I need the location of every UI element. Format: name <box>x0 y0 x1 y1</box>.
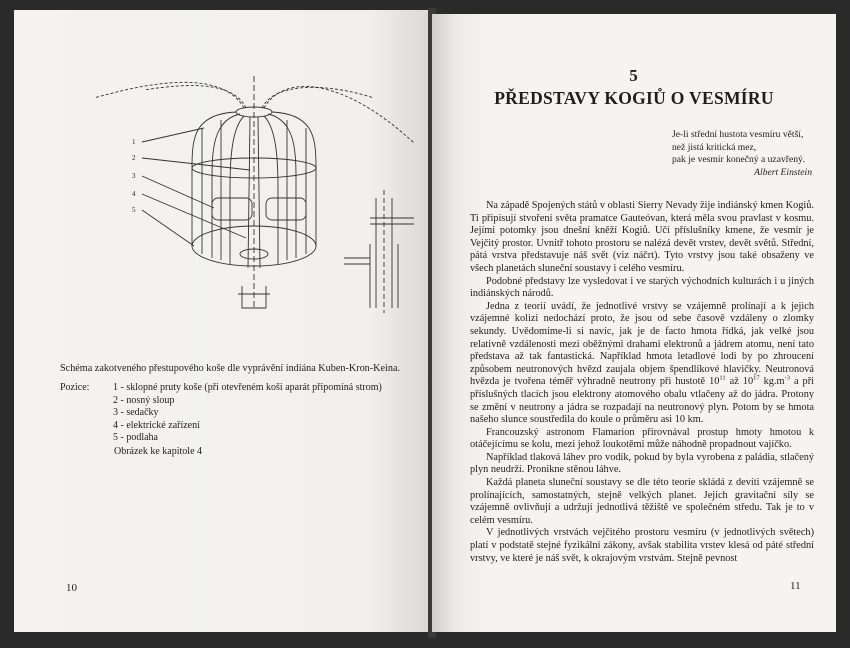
legend-item: 3 - sedačky <box>113 407 159 418</box>
figure-label-1: 1 <box>132 138 136 146</box>
basket-schematic-figure <box>74 68 432 326</box>
epigraph-line: Je-li střední hustota vesmíru větší, <box>672 129 804 140</box>
page-number-right: 11 <box>790 580 801 592</box>
chapter-body <box>470 200 814 565</box>
figure-label-4: 4 <box>132 190 136 198</box>
legend-item: 5 - podlaha <box>113 432 158 443</box>
chapter-title: PŘEDSTAVY KOGIŮ O VESMÍRU <box>494 88 774 108</box>
legend-heading: Pozice: <box>60 382 90 393</box>
figure-caption: Schéma zakotveného přestupového koše dle vyprávění indiána Kuben-Kron-Keina. <box>60 363 401 374</box>
figure-label-2: 2 <box>132 154 136 162</box>
epigraph <box>672 129 812 179</box>
epigraph-line: pak je vesmír konečný a uzavřený. <box>672 154 806 166</box>
paragraph: V jednotlivých vrstvách vejčitého prostoru vesmíru (v jednotlivých světech) platí v podstatě stejné fyzikální zákony, avšak stabilita vrstev klesá od páté střední vrstvy, ve které je náš svět, k okrajovým vrstvám. Stejně pevnost <box>470 527 814 564</box>
left-page <box>14 10 432 632</box>
paragraph: Například tlaková láhev pro vodík, pokud by byla vyrobena z paládia, stlačený plyn neudrží. Pronikne stěnou láhve. <box>470 451 814 476</box>
paragraph: Na západě Spojených států v oblasti Sierry Nevady žije indiánský kmen Kogiů. Ti připisují stvoření světa pramatce Gauteóvan, která měla svou pravlast v kosmu. Jejími potomky jsou dnešní kněží Kogiů. Učí příslušníky kmene, že vesmír je Vejčitý prostor. Uvnitř tohoto prostoru se nalézá devět vrstev, devět světů. Střední, pátá vrstva představuje náš svět (viz náčrt). Tyto vrstvy jsou také obsaženy ve všech planetách sluneční soustavy i celého vesmíru. <box>470 200 814 274</box>
epigraph-author: Albert Einstein <box>754 166 812 178</box>
epigraph-line: než jistá kritická mez, <box>672 141 757 153</box>
legend-item: 1 - sklopné pruty koše (při otevřeném koši aparát připomíná strom) <box>113 382 382 393</box>
paragraph: Jedna z teorií uvádí, že jednotlivé vrstvy se vzájemně prolínají a k jejich vzájemné kolizi nedochází proto, že jsou od sebe časově vzdáleny o zlomky sekundy. Uvědomíme-li si navíc, jak je de facto hmota řídká, jak velké jsou relativně vzdálenosti mezi oběžnými drahami elektronů a jádrem atomu, není tato představa až tak fantastická. Například hmota letadlové lodi by po zhroucení způsobem neutronových hvězd zaujala objem špendlíkové hlavičky. Neutronová hvězda je tvořena téměř výhradně neutrony při hustotě $10^{11}$ až $10^{17}$ $kg.m^{-3}$ a při příslušných tlacích jsou elektrony atomového obalu vtlačeny až do jádra. Protony se změní v neutrony a jádra se rozpadají na neutronový plyn. Potom by se hmota našeho slunce soustředila do koule o průměru asi 10 km. <box>470 300 814 426</box>
figure-label-5: 5 <box>132 206 136 214</box>
paragraph: Každá planeta sluneční soustavy se dle této teorie skládá z devíti vzájemně se prolínajících, samostatných, stejně velkých planet. Jejich gravitační síly se vzájemně ovlivňují a udržují jednotlivá těžiště ve společném středu. Tak je to v celém vesmíru. <box>470 477 814 526</box>
legend-item: 2 - nosný sloup <box>113 394 175 406</box>
page-number-left: 10 <box>66 582 77 594</box>
paragraph: Podobné představy lze vysledovat i ve starých východních kulturách i u jiných indiánských národů. <box>470 275 814 300</box>
legend-item: 4 - elektrické zařízení <box>113 419 200 431</box>
figure-label-3: 3 <box>132 172 136 180</box>
chapter-number: 5 <box>629 66 639 85</box>
figure-reference: Obrázek ke kapitole 4 <box>114 446 203 457</box>
figure-legend <box>60 382 430 445</box>
paragraph: Francouzský astronom Flamarion přirovnával prostup hmoty hmotou k otáčejícímu se kolu, mezi jehož loukotěmi může náhodně propadnout vajíčko. <box>470 426 814 451</box>
right-page <box>432 14 836 632</box>
